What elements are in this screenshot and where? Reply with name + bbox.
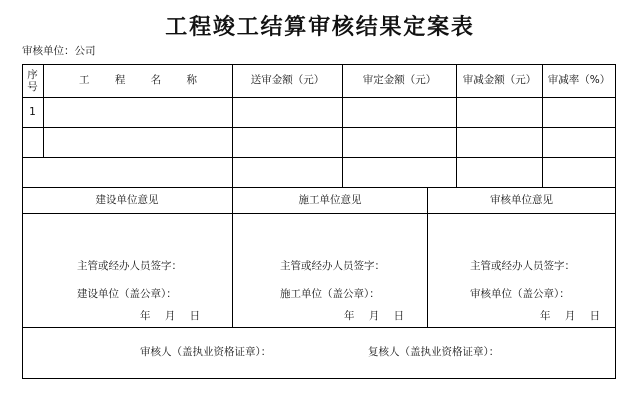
construction-signature-cell xyxy=(22,214,233,328)
table-row-3-rate xyxy=(543,158,616,188)
header-cell-name xyxy=(44,64,233,98)
reviewer-footer-cell xyxy=(22,328,616,379)
contractor-date-label: 年 月 日 xyxy=(344,310,405,322)
table-row-3-merged xyxy=(22,158,233,188)
construction-opinion-heading xyxy=(22,188,233,214)
header-cell-rate xyxy=(543,64,616,98)
table-row-2-rate xyxy=(543,128,616,158)
contractor-sign-label: 主管或经办人员签字： xyxy=(280,260,385,272)
row-seq-value: 1 xyxy=(29,106,36,118)
auditor-signature-cell xyxy=(428,214,616,328)
document-title: 工程竣工结算审核结果定案表 xyxy=(165,15,475,40)
table-row-1-reduced xyxy=(457,98,543,128)
table-row-3-submitted xyxy=(233,158,343,188)
auditor-opinion-heading-text: 审核单位意见 xyxy=(490,194,553,206)
auditor-date-label: 年 月 日 xyxy=(540,310,601,322)
construction-sign-label: 主管或经办人员签字： xyxy=(77,260,182,272)
settlement-table xyxy=(22,64,616,379)
table-row-1-name xyxy=(44,98,233,128)
table-row-2-name xyxy=(44,128,233,158)
table-row-2-reduced xyxy=(457,128,543,158)
table-row-2-seq xyxy=(22,128,44,158)
contractor-opinion-heading xyxy=(233,188,428,214)
reviewer-label: 审核人（盖执业资格证章）： xyxy=(140,346,272,358)
rechecker-label: 复核人（盖执业资格证章）： xyxy=(368,346,500,358)
auditor-opinion-heading xyxy=(428,188,616,214)
table-row-2-approved xyxy=(343,128,457,158)
table-row-1-seq xyxy=(22,98,44,128)
header-reduced-label: 审减金额（元） xyxy=(462,74,537,86)
construction-seal-label: 建设单位（盖公章）： xyxy=(77,288,177,300)
contractor-opinion-heading-text: 施工单位意见 xyxy=(298,194,362,206)
header-cell-approved xyxy=(343,64,457,98)
contractor-seal-label: 施工单位（盖公章）： xyxy=(280,288,380,300)
auditor-sign-label: 主管或经办人员签字： xyxy=(470,260,575,272)
construction-date-label: 年 月 日 xyxy=(140,310,201,322)
header-cell-reduced xyxy=(457,64,543,98)
header-seq-label: 序号 xyxy=(27,68,38,93)
table-row-1-approved xyxy=(343,98,457,128)
header-approved-label: 审定金额（元） xyxy=(362,74,437,86)
table-row-3-approved xyxy=(343,158,457,188)
auditor-seal-label: 审核单位（盖公章）： xyxy=(470,288,570,300)
contractor-signature-cell xyxy=(233,214,428,328)
table-row-3-reduced xyxy=(457,158,543,188)
construction-opinion-heading-text: 建设单位意见 xyxy=(95,194,159,206)
header-submitted-label: 送审金额（元） xyxy=(250,74,325,86)
header-name-label: 工 程 名 称 xyxy=(78,74,197,86)
header-cell-submitted xyxy=(233,64,343,98)
audit-unit-label: 审核单位：公司 xyxy=(22,45,96,57)
header-rate-label: 审减率（%） xyxy=(547,74,611,86)
table-row-2-submitted xyxy=(233,128,343,158)
table-row-1-rate xyxy=(543,98,616,128)
table-row-1-submitted xyxy=(233,98,343,128)
header-cell-seq xyxy=(22,64,44,98)
